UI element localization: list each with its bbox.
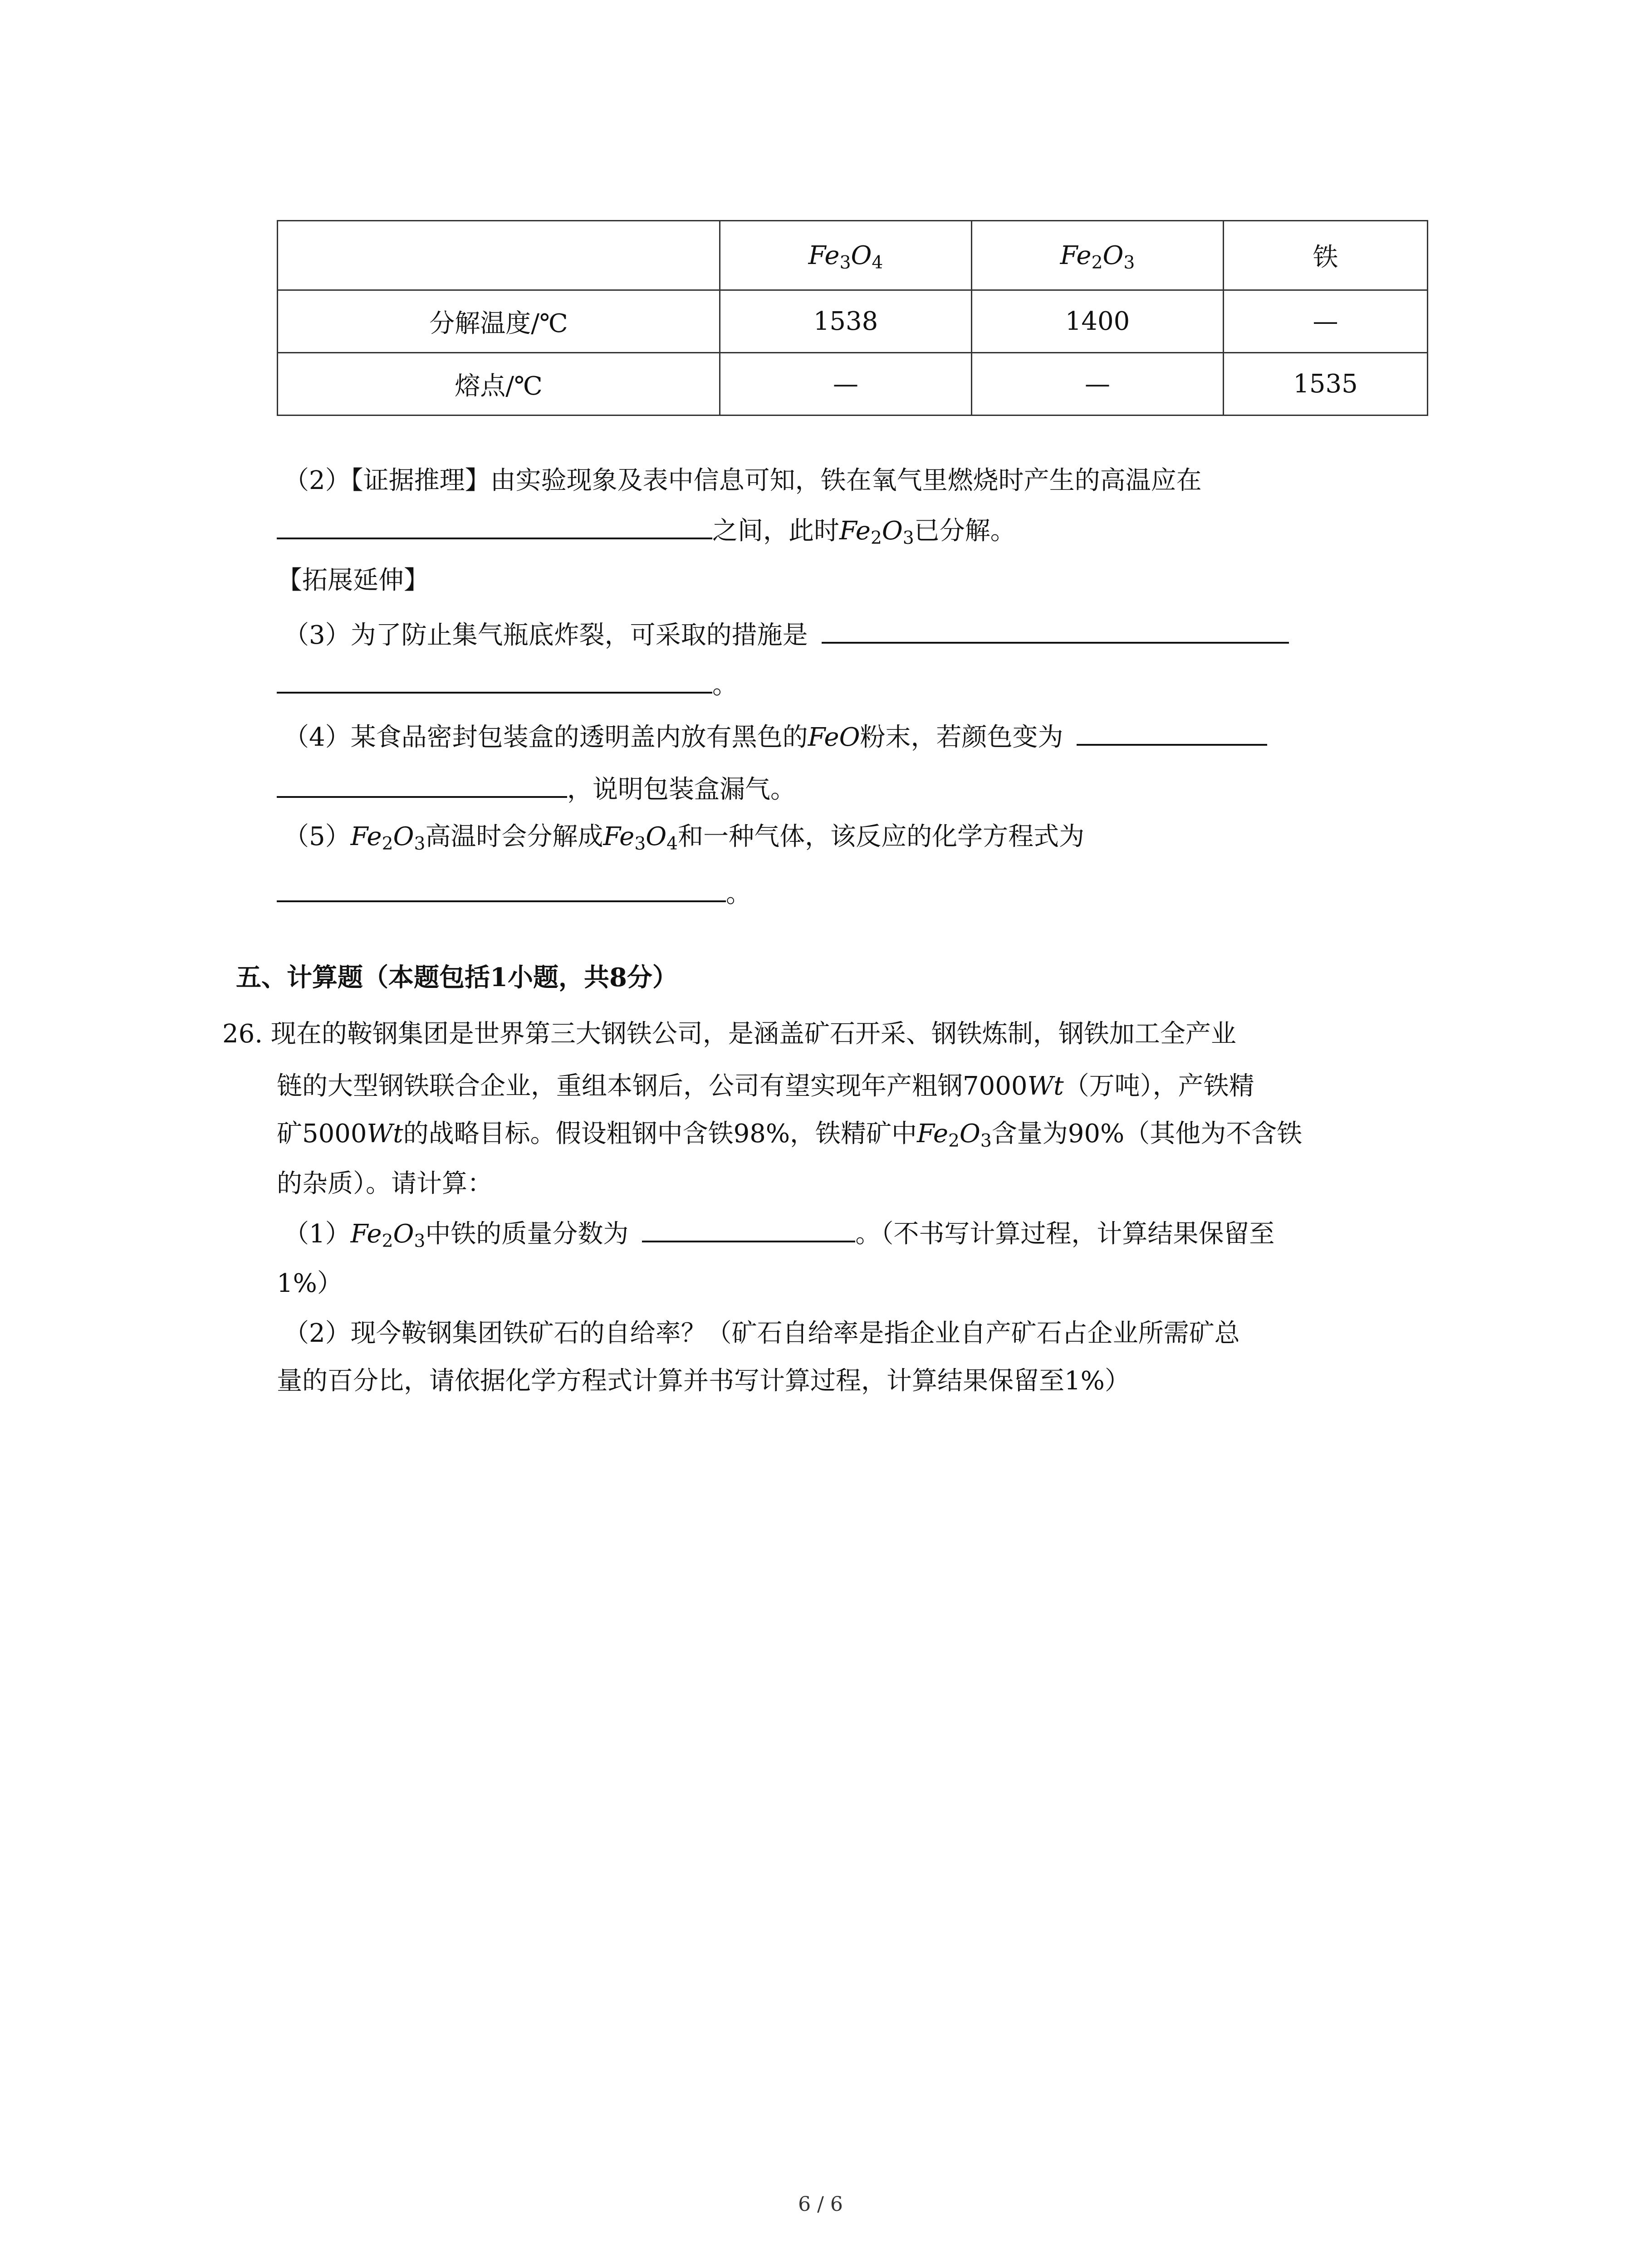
q3-answer-blank-1[interactable] (822, 615, 1289, 644)
q26-part-1-line-2: 1%） (277, 1269, 343, 1298)
q2-answer-blank[interactable] (277, 510, 712, 539)
table-header-fe3o4: $Fe_3O_4$ (720, 221, 972, 290)
q26-part-2-line-2: 量的百分比，请依据化学方程式计算并书写计算过程，计算结果保留至1%） (277, 1366, 1130, 1396)
q2-line-2-text: 之间，此时 (712, 516, 839, 546)
q2-line-1: （2）【证据推理】由实验现象及表中信息可知，铁在氧气里燃烧时产生的高温应在 (284, 466, 1202, 495)
table-cell: — (1224, 290, 1428, 353)
q26-unit: Wt (1027, 1071, 1064, 1101)
q3-line-1-text: （3）为了防止集气瓶底炸裂，可采取的措施是 (284, 621, 808, 650)
q5-line-1-mid: 高温时会分解成 (425, 822, 603, 851)
q26-line-3-mid: 的战略目标。假设粗钢中含铁98%，铁精矿中 (403, 1119, 917, 1149)
table-cell: 1535 (1224, 353, 1428, 415)
q4-line-1: （4）某食品密封包装盒的透明盖内放有黑色的FeO粉末，若颜色变为 (284, 717, 1267, 756)
table-header-empty (278, 221, 720, 290)
table-cell: — (720, 353, 972, 415)
q5-line-1: $(5)Fe_2O_3$高温时会分解成$Fe_3O_4$和一种气体，该反应的化学方程式为 (284, 822, 1085, 854)
q26-part-1: $(1)Fe_2O_3$中铁的质量分数为 。（不书写计算过程，计算结果保留至 (284, 1213, 1274, 1252)
q26-line-1: 26. 现在的鞍钢集团是世界第三大钢铁公司，是涵盖矿石开采、钢铁炼制，钢铁加工全产业 (222, 1019, 1236, 1049)
table-row-label: 熔点/℃ (278, 353, 720, 415)
q26-line-2 (277, 1068, 1254, 1105)
q3-answer-blank-2[interactable] (277, 665, 712, 694)
q3-line-2 (277, 665, 738, 704)
q3-line-2-end: 。 (712, 670, 738, 700)
table-row (278, 290, 1428, 353)
page-number: 6 / 6 (798, 2193, 843, 2216)
q26-part-1-start: （1） (284, 1219, 351, 1249)
q3-line-1 (284, 615, 1289, 654)
q5-line-1-start: （5） (284, 822, 351, 851)
q4-answer-blank-1[interactable] (1077, 717, 1267, 746)
q4-line-1-mid: 粉末，若颜色变为 (860, 723, 1063, 752)
table-cell: 1400 (972, 290, 1224, 353)
q4-line-2 (277, 769, 796, 808)
table-cell: — (972, 353, 1224, 415)
q4-line-2-end: ，说明包装盒漏气。 (567, 775, 796, 804)
q5-line-2-end: 。 (726, 879, 751, 909)
q26-part-1-end: 。（不书写计算过程，计算结果保留至 (855, 1219, 1275, 1249)
q26-part-1-blank[interactable] (642, 1213, 855, 1242)
table-cell: 1538 (720, 290, 972, 353)
q26-part-2-line-1: （2）现今鞍钢集团铁矿石的自给率？（矿石自给率是指企业自产矿石占企业所需矿总 (284, 1319, 1240, 1348)
table-row (278, 353, 1428, 415)
table-header-iron: 铁 (1224, 221, 1428, 290)
section-5-title: 五、计算题（本题包括1小题，共8分） (236, 963, 678, 992)
q26-line-2-end: （万吨），产铁精 (1063, 1071, 1254, 1101)
table-header-row (278, 221, 1428, 290)
table-header-fe2o3: $Fe_2O_3$ (972, 221, 1224, 290)
q26-unit: Wt (367, 1119, 403, 1149)
q26-line-4: 的杂质）。请计算： (277, 1169, 493, 1198)
q26-part-1-mid: 中铁的质量分数为 (425, 1219, 629, 1249)
q4-answer-blank-2[interactable] (277, 769, 567, 798)
q5-answer-blank[interactable] (277, 873, 726, 902)
q26-line-3-end: 含量为90%（其他为不含铁 (991, 1119, 1303, 1149)
table-row-label: 分解温度/℃ (278, 290, 720, 353)
q26-line-3-start: 矿5000 (277, 1119, 367, 1149)
q2-line-2: 之间，此时$Fe_2O_3$已分解。 (277, 510, 1016, 549)
iron-oxide-table (277, 220, 1428, 416)
q5-line-1-end: 和一种气体，该反应的化学方程式为 (678, 822, 1085, 851)
extension-title: 【拓展延伸】 (277, 566, 429, 595)
q5-line-2 (277, 873, 751, 912)
q26-line-2-start: 链的大型钢铁联合企业，重组本钢后，公司有望实现年产粗钢7000 (277, 1071, 1028, 1101)
q2-line-2-end: 已分解。 (914, 516, 1016, 546)
q4-line-1-start: （4）某食品密封包装盒的透明盖内放有黑色的 (284, 723, 808, 752)
q26-line-3: 矿5000Wt的战略目标。假设粗钢中含铁98%，铁精矿中$Fe_2O_3$含量为90%（其他为不含铁 (277, 1119, 1303, 1151)
